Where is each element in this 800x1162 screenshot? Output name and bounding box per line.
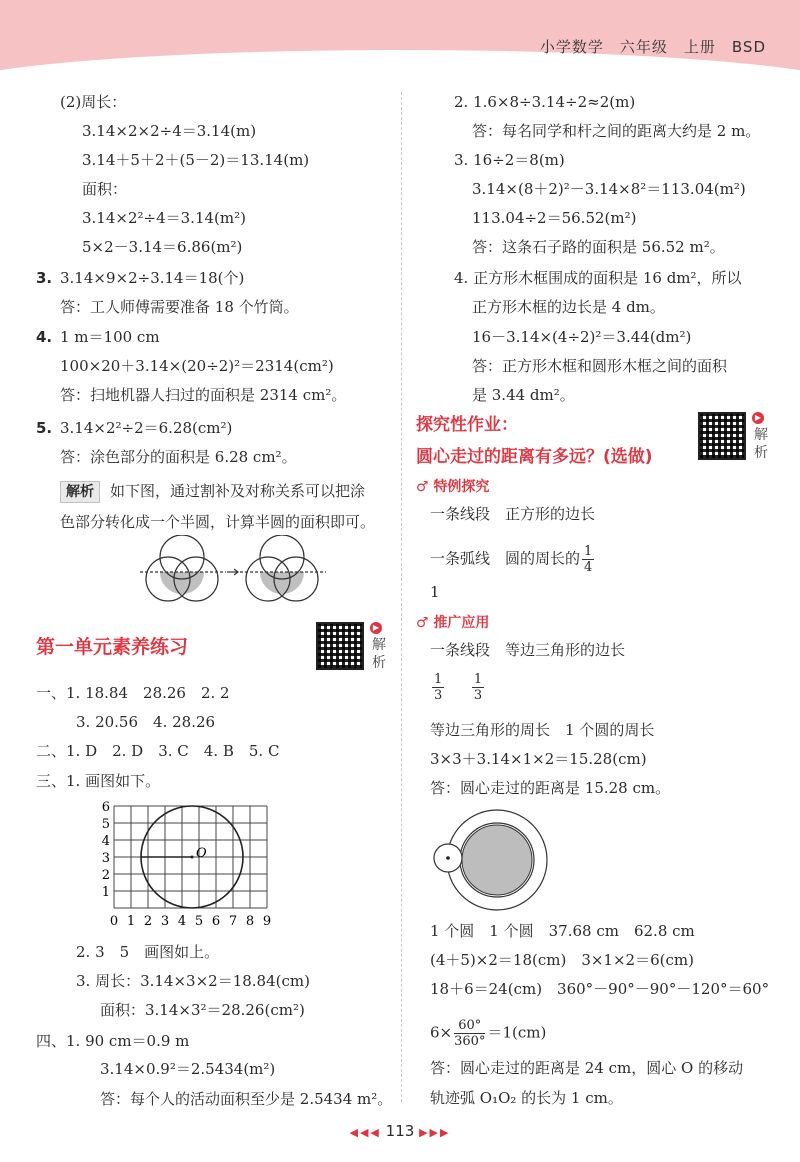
left-arrows-icon: ◀◀◀ — [349, 1126, 381, 1139]
fraction — [472, 672, 484, 703]
text-line: 4. 正方形木框围成的面积是 16 dm²，所以 — [454, 269, 742, 287]
answer-line: 三、1. 画图如下。 — [36, 772, 161, 790]
analysis-line — [60, 481, 365, 503]
text-line: 色部分转化成一个半圆，计算半圆的面积即可。 — [60, 513, 376, 531]
text-line: 答：圆心走过的距离是 15.28 cm。 — [430, 779, 671, 797]
answer-line: 答：每个人的活动面积至少是 2.5434 m²。 — [100, 1090, 393, 1108]
text-line: 是 3.44 dm²。 — [472, 386, 575, 404]
text-line: 答：工人师傅需要准备 18 个竹筒。 — [60, 298, 299, 316]
x-tick-label: 8 — [245, 914, 255, 929]
answer-line: 四、1. 90 cm＝0.9 m — [36, 1032, 190, 1050]
text-line: 答：每名同学和杆之间的距离大约是 2 m。 — [472, 122, 761, 140]
x-tick-label: 6 — [211, 914, 221, 929]
text-line: (2)周长： — [60, 93, 127, 111]
answer-line: 一、1. 18.84 28.26 2. 2 — [36, 684, 230, 702]
answer-line: 面积：3.14×3²＝28.26(cm²) — [100, 1001, 305, 1019]
question-number: 4. — [36, 328, 53, 346]
text-line: 2. 1.6×8÷3.14÷2≈2(m) — [454, 93, 636, 111]
qr-label: 解析 — [372, 637, 386, 671]
text-line: 3.14×9×2÷3.14＝18(个) — [60, 269, 245, 287]
text-line: 正方形木框的边长是 4 dm。 — [472, 298, 665, 316]
y-tick-label: 5 — [101, 817, 110, 832]
text-line: 3.14×2²÷4＝3.14(m²) — [82, 209, 246, 227]
text-line: 3. 16÷2＝8(m) — [454, 151, 565, 169]
y-tick-label: 6 — [101, 800, 110, 815]
text-line: 答：圆心走过的距离是 24 cm，圆心 O 的移动 — [430, 1059, 744, 1077]
text-line: 轨迹弧 O₁O₂ 的长为 1 cm。 — [430, 1089, 623, 1107]
text-line: (4＋5)×2＝18(cm) 3×1×2＝6(cm) — [430, 951, 694, 969]
question-number: 5. — [36, 419, 53, 437]
center-label: O — [196, 846, 207, 861]
grid-figure — [94, 800, 274, 930]
text-line: 1 m＝100 cm — [60, 328, 160, 346]
text-line: 答：正方形木框和圆形木框之间的面积 — [472, 357, 728, 375]
text-line: 答：扫地机器人扫过的面积是 2314 cm²。 — [60, 386, 347, 404]
y-tick-label: 1 — [101, 885, 110, 900]
right-arrows-icon: ▶▶▶ — [419, 1126, 451, 1139]
y-tick-label: 3 — [101, 851, 110, 866]
answer-line: 3. 20.56 4. 28.26 — [76, 713, 216, 731]
page-number: 113 — [385, 1122, 415, 1140]
x-tick-label: 7 — [228, 914, 238, 929]
text-span: ＝1(cm) — [487, 1023, 547, 1042]
subsection-label: 特例探究 — [433, 479, 490, 495]
denominator: 360° — [454, 1034, 486, 1049]
text-line: 答：涂色部分的面积是 6.28 cm²。 — [60, 448, 297, 466]
x-tick-label: 9 — [262, 914, 272, 929]
section-title: 探究性作业： — [416, 415, 518, 435]
x-tick-label: 2 — [143, 914, 153, 929]
play-icon: ▶ — [370, 622, 382, 634]
numerator: 1 — [434, 672, 443, 687]
qr-code[interactable] — [698, 412, 746, 460]
rolling-circle-diagram — [424, 808, 554, 914]
section-title: 第一单元素养练习 — [36, 636, 189, 658]
answer-line: 2. 3 5 画图如上。 — [76, 943, 220, 961]
text-line: 等边三角形的周长 1 个圆的周长 — [430, 721, 655, 739]
fraction-line — [430, 672, 486, 703]
book-title: 小学数学 六年级 上册 BSD — [539, 38, 766, 56]
text-line — [430, 1018, 546, 1049]
text-line: 3.14×(8＋2)²－3.14×8²＝113.04(m²) — [472, 180, 746, 198]
column-divider — [401, 92, 402, 1102]
text-line: 1 — [430, 583, 440, 601]
x-tick-label: 3 — [160, 914, 170, 929]
text-span: 一条弧线 圆的周长的 — [430, 549, 581, 568]
x-tick-label: 4 — [177, 914, 187, 929]
text-line: 18＋6＝24(cm) 360°－90°－90°－120°＝60° — [430, 980, 770, 998]
text-line: 113.04÷2＝56.52(m²) — [472, 209, 637, 227]
y-tick-label: 4 — [101, 834, 110, 849]
text-line — [430, 544, 596, 575]
text-line: 面积： — [82, 180, 128, 198]
answer-line: 3. 周长：3.14×3×2＝18.84(cm) — [76, 972, 310, 990]
text-span: 6× — [430, 1023, 453, 1042]
numerator: 60° — [454, 1018, 485, 1034]
denominator: 3 — [473, 688, 483, 703]
text-line: 3×3＋3.14×1×2＝15.28(cm) — [430, 750, 647, 768]
text-line: 答：这条石子路的面积是 56.52 m²。 — [472, 238, 725, 256]
denominator: 3 — [434, 688, 443, 703]
text-line: 3.14＋5＋2＋(5－2)＝13.14(m) — [82, 151, 310, 169]
circles-diagram — [130, 535, 330, 610]
text-line: 100×20＋3.14×(20÷2)²＝2314(cm²) — [60, 357, 334, 375]
fraction — [432, 672, 444, 703]
text-line: 一条线段 等边三角形的边长 — [430, 641, 626, 659]
text-line: 3.14×2²÷2＝6.28(cm²) — [60, 419, 233, 437]
subsection-label: 推广应用 — [433, 615, 490, 631]
fraction — [582, 544, 594, 575]
text-line: 3.14×2×2÷4＝3.14(m) — [82, 122, 257, 140]
text-line: 5×2－3.14＝6.86(m²) — [82, 238, 243, 256]
fraction — [454, 1018, 485, 1049]
analysis-text: 如下图，通过割补及对称关系可以把涂 — [110, 482, 366, 500]
qr-code[interactable] — [316, 622, 364, 670]
text-line: 16－3.14×(4÷2)²＝3.44(dm²) — [472, 328, 692, 346]
y-tick-label: 2 — [101, 868, 110, 883]
play-icon: ▶ — [752, 412, 764, 424]
numerator: 1 — [584, 544, 593, 559]
denominator: 4 — [584, 560, 593, 575]
subsection-title: ♂ 推广应用 — [416, 615, 490, 631]
x-tick-label: 0 — [109, 914, 119, 929]
section-subtitle: 圆心走过的距离有多远？(选做) — [416, 447, 653, 467]
text-line: 1 个圆 1 个圆 37.68 cm 62.8 cm — [430, 922, 695, 940]
x-tick-label: 5 — [194, 914, 204, 929]
question-number: 3. — [36, 269, 53, 287]
numerator: 1 — [473, 672, 483, 687]
analysis-tag: 解析 — [60, 481, 100, 503]
qr-label: 解析 — [754, 427, 768, 461]
x-tick-label: 1 — [126, 914, 136, 929]
answer-line: 3.14×0.9²＝2.5434(m²) — [100, 1060, 276, 1078]
answer-line: 二、1. D 2. D 3. C 4. B 5. C — [36, 742, 280, 760]
text-line: 一条线段 正方形的边长 — [430, 505, 596, 523]
page-footer — [0, 1122, 800, 1140]
subsection-title: ♂ 特例探究 — [416, 479, 490, 495]
